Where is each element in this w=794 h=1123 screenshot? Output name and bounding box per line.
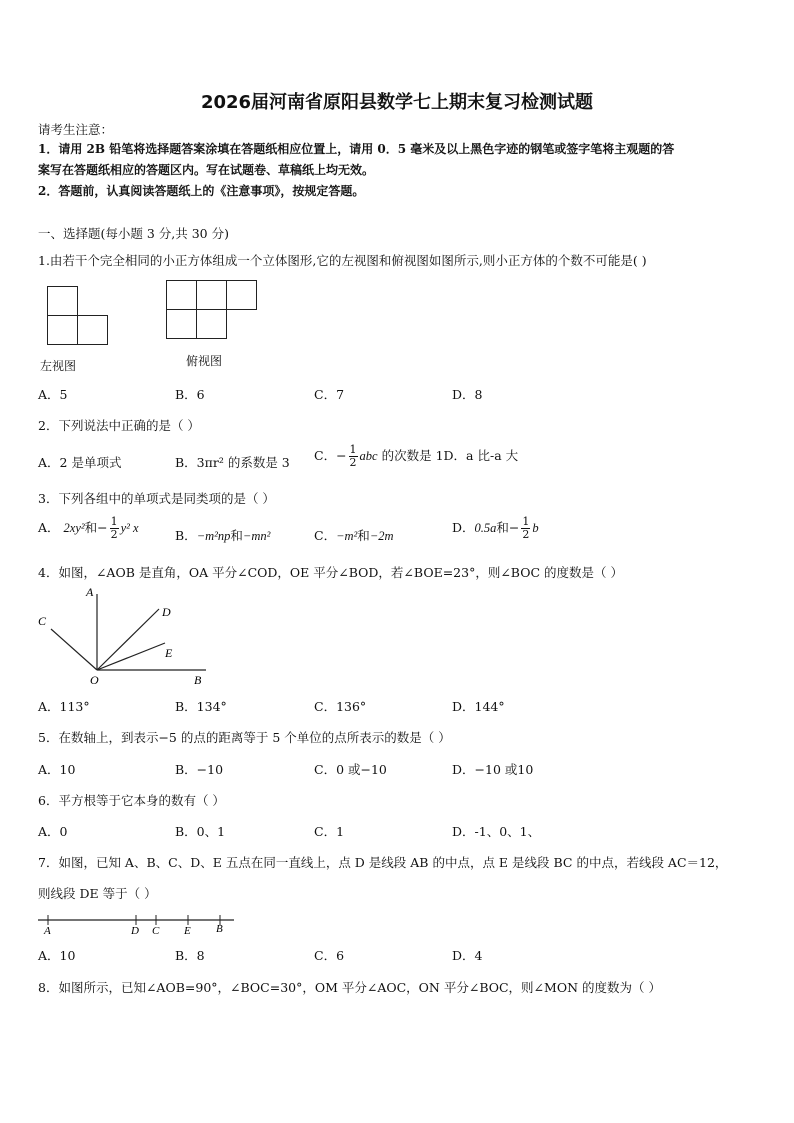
q2-stem: 2．下列说法中正确的是（ ） — [38, 418, 200, 433]
top-view-cell — [196, 309, 227, 339]
q2-c-suffix: 的次数是 1D．a 比-a 大 — [381, 448, 519, 463]
label-c: C — [38, 614, 47, 628]
q4-option-b: B．134° — [175, 699, 227, 714]
q2-option-c — [314, 444, 518, 469]
q3-c-term1: −m² — [336, 529, 358, 543]
ray-oc — [51, 629, 97, 670]
q3-d-prefix: D． — [452, 520, 475, 535]
q3-a-fraction — [110, 516, 119, 541]
q3-c-term2: −2m — [369, 529, 394, 543]
q3-a-term2: y² x — [120, 521, 139, 535]
q5-option-a: A．10 — [38, 762, 76, 777]
section-heading: 一、选择题(每小题 3 分,共 30 分) — [38, 226, 229, 241]
label-c: C — [152, 925, 160, 936]
q1-option-a: A．5 — [38, 387, 68, 402]
q2-c-fraction-num: 1 — [349, 443, 357, 456]
notice-item-1-line-2: 案写在答题纸相应的答题区内。写在试题卷、草稿纸上均无效。 — [38, 163, 375, 177]
q6-option-c: C．1 — [314, 824, 345, 839]
q2-c-fraction — [349, 444, 358, 469]
q3-d-fraction-num: 1 — [522, 515, 530, 528]
q3-d-term2: b — [532, 521, 539, 535]
q3-b-term1: −m²np — [196, 529, 231, 543]
q3-option-c — [314, 526, 394, 544]
label-o: O — [90, 673, 99, 687]
q6-option-d: D．-1、0、1、 — [452, 824, 541, 839]
top-view-label: 俯视图 — [186, 354, 223, 368]
q6-option-b: B．0、1 — [175, 824, 226, 839]
q1-option-c: C．7 — [314, 387, 345, 402]
q5-option-b: B．−10 — [175, 762, 224, 777]
number-line-figure — [36, 908, 240, 936]
q7-stem-line-2: 则线段 DE 等于（ ） — [38, 886, 157, 901]
q3-option-b — [175, 526, 270, 544]
label-d: D — [162, 605, 171, 619]
top-view-cell — [196, 280, 227, 310]
q3-a-prefix: A． — [38, 520, 60, 535]
q6-stem: 6．平方根等于它本身的数有（ ） — [38, 793, 225, 808]
q2-c-fraction-den: 2 — [349, 456, 357, 469]
q6-option-a: A．0 — [38, 824, 68, 839]
q3-b-term2: −mn² — [242, 529, 271, 543]
q7-option-a: A．10 — [38, 948, 76, 963]
q1-option-d: D．8 — [452, 387, 483, 402]
page-title: 2026届河南省原阳县数学七上期末复习检测试题 — [200, 92, 594, 113]
q7-option-c: C．6 — [314, 948, 345, 963]
q5-option-d: D．−10 或10 — [452, 762, 534, 777]
q3-a-fraction-den: 2 — [110, 528, 118, 541]
q5-option-c: C．0 或−10 — [314, 762, 387, 777]
label-a: A — [44, 925, 51, 936]
q5-stem: 5．在数轴上，到表示−5 的点的距离等于 5 个单位的点所表示的数是（ ） — [38, 730, 451, 745]
q2-option-b: B．3πr² 的系数是 3 — [175, 455, 290, 470]
q7-option-d: D．4 — [452, 948, 483, 963]
notice-item-2: 2．答题前，认真阅读答题纸上的《注意事项》，按规定答题。 — [38, 184, 365, 198]
q3-c-prefix: C． — [314, 528, 337, 543]
notice-item-1-line-1: 1．请用 2B 铅笔将选择题答案涂填在答题纸相应位置上，请用 0．5 毫米及以上黑色字迹的钢笔或签字笔将主观题的答 — [38, 142, 675, 156]
q2-c-prefix: C．− — [314, 448, 347, 463]
q3-d-fraction — [521, 516, 530, 541]
ray-od — [97, 609, 159, 670]
q3-b-prefix: B． — [175, 528, 197, 543]
label-a: A — [86, 585, 94, 599]
top-view-cell — [166, 280, 197, 310]
q7-stem-line-1: 7．如图，已知 A、B、C、D、E 五点在同一直线上，点 D 是线段 AB 的中点，点 E 是线段 BC 的中点，若线段 AC＝12， — [38, 855, 728, 870]
q4-option-d: D．144° — [452, 699, 505, 714]
q1-stem: 1.由若干个完全相同的小正方体组成一个立体图形,它的左视图和俯视图如图所示,则小正方体的个数不可能是( ) — [38, 253, 647, 268]
label-e: E — [184, 925, 191, 936]
left-view-cell — [47, 315, 78, 345]
q3-option-a — [38, 516, 139, 541]
q8-stem: 8．如图所示，已知∠AOB=90°，∠BOC=30°，OM 平分∠AOC，ON 平分∠BOC，则∠MON 的度数为（ ） — [38, 980, 661, 995]
label-b: B — [194, 673, 202, 687]
q7-option-b: B．8 — [175, 948, 205, 963]
label-e: E — [165, 646, 173, 660]
label-b: B — [216, 923, 223, 935]
q3-d-and: 和− — [496, 520, 520, 535]
q2-c-var: abc — [359, 449, 378, 463]
ray-oe — [97, 643, 165, 670]
left-view-cell — [47, 286, 78, 316]
top-view-cell — [226, 280, 257, 310]
q3-d-term1: 0.5a — [474, 521, 497, 535]
q3-option-d — [452, 516, 539, 541]
label-d: D — [131, 925, 139, 936]
q3-b-and: 和 — [230, 528, 243, 543]
q3-stem: 3．下列各组中的单项式是同类项的是（ ） — [38, 491, 275, 506]
q3-c-and: 和 — [357, 528, 370, 543]
q1-option-b: B．6 — [175, 387, 205, 402]
q3-d-fraction-den: 2 — [522, 528, 530, 541]
left-view-label: 左视图 — [40, 359, 77, 373]
q4-option-a: A．113° — [38, 699, 90, 714]
top-view-cell — [166, 309, 197, 339]
q3-a-term1: 2xy² — [63, 521, 85, 535]
q3-a-and: 和− — [84, 520, 108, 535]
q3-a-fraction-num: 1 — [110, 515, 118, 528]
q4-option-c: C．136° — [314, 699, 367, 714]
q2-option-a: A．2 是单项式 — [38, 455, 122, 470]
q4-stem: 4．如图，∠AOB 是直角，OA 平分∠COD，OE 平分∠BOD，若∠BOE=23°，则∠BOC 的度数是（ ） — [38, 565, 623, 580]
left-view-cell — [77, 315, 108, 345]
angle-figure — [34, 582, 214, 690]
notice-heading: 请考生注意： — [38, 122, 114, 137]
